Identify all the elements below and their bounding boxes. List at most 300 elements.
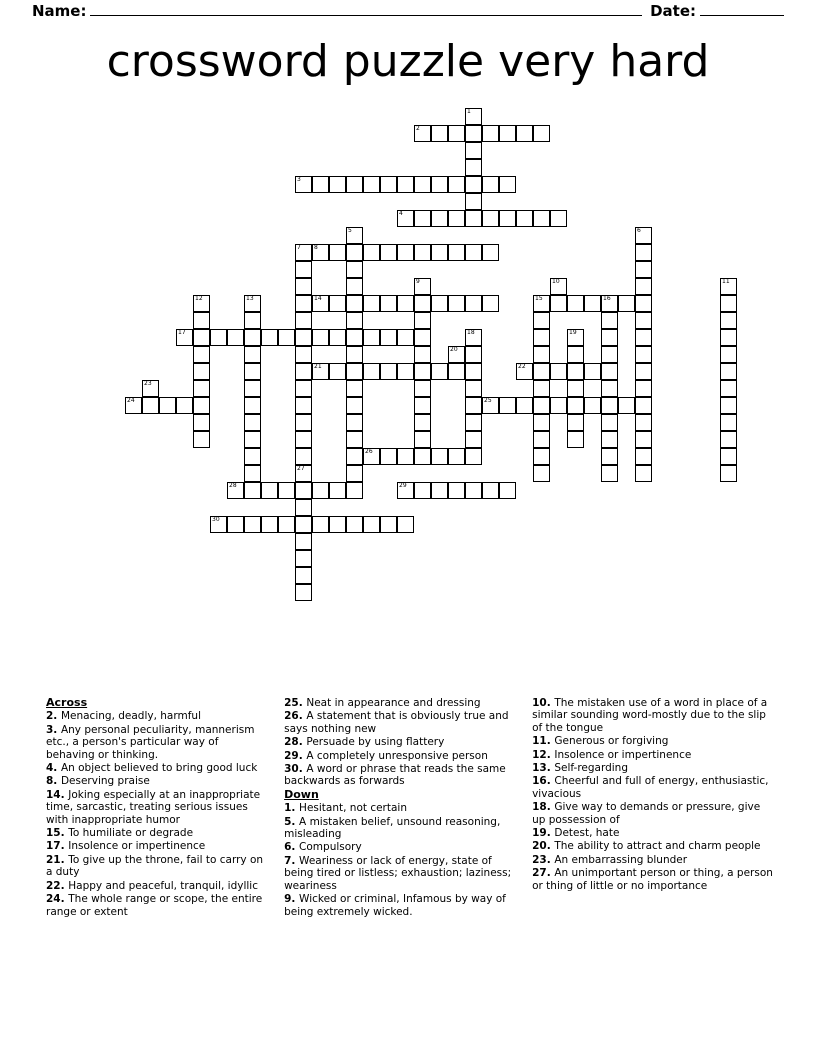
grid-cell[interactable] bbox=[533, 312, 550, 329]
grid-cell[interactable] bbox=[618, 295, 635, 312]
grid-cell[interactable] bbox=[346, 363, 363, 380]
grid-cell[interactable] bbox=[346, 431, 363, 448]
grid-cell-number: 16 bbox=[603, 295, 611, 302]
grid-cell[interactable] bbox=[635, 261, 652, 278]
grid-cell[interactable] bbox=[244, 465, 261, 482]
grid-cell[interactable] bbox=[516, 210, 533, 227]
clue-item bbox=[532, 840, 774, 852]
grid-cell[interactable] bbox=[295, 278, 312, 295]
grid-cell[interactable] bbox=[244, 312, 261, 329]
grid-cell[interactable] bbox=[431, 210, 448, 227]
grid-cell[interactable] bbox=[346, 465, 363, 482]
grid-cell[interactable] bbox=[601, 397, 618, 414]
grid-cell[interactable] bbox=[448, 482, 465, 499]
grid-cell[interactable] bbox=[465, 414, 482, 431]
grid-cell[interactable] bbox=[295, 346, 312, 363]
grid-cell[interactable] bbox=[193, 363, 210, 380]
grid-cell[interactable] bbox=[363, 329, 380, 346]
grid-cell[interactable] bbox=[720, 380, 737, 397]
grid-cell[interactable] bbox=[584, 397, 601, 414]
grid-cell[interactable] bbox=[431, 448, 448, 465]
grid-cell[interactable] bbox=[448, 125, 465, 142]
grid-cell[interactable] bbox=[601, 312, 618, 329]
grid-cell[interactable] bbox=[465, 108, 482, 125]
grid-cell[interactable] bbox=[244, 516, 261, 533]
grid-cell[interactable] bbox=[261, 482, 278, 499]
grid-cell[interactable] bbox=[159, 397, 176, 414]
grid-cell[interactable] bbox=[516, 125, 533, 142]
clue-number: 2. bbox=[46, 710, 61, 723]
grid-cell[interactable] bbox=[295, 380, 312, 397]
grid-cell[interactable] bbox=[465, 397, 482, 414]
grid-cell[interactable] bbox=[720, 278, 737, 295]
grid-cell[interactable] bbox=[295, 261, 312, 278]
grid-cell[interactable] bbox=[346, 448, 363, 465]
grid-cell[interactable] bbox=[295, 516, 312, 533]
grid-cell[interactable] bbox=[584, 363, 601, 380]
grid-cell[interactable] bbox=[533, 363, 550, 380]
grid-cell[interactable] bbox=[448, 176, 465, 193]
grid-cell[interactable] bbox=[533, 329, 550, 346]
grid-cell[interactable] bbox=[227, 329, 244, 346]
clue-item bbox=[284, 841, 514, 853]
grid-cell[interactable] bbox=[720, 431, 737, 448]
grid-cell[interactable] bbox=[448, 363, 465, 380]
grid-cell[interactable] bbox=[720, 448, 737, 465]
grid-cell[interactable] bbox=[601, 431, 618, 448]
grid-cell[interactable] bbox=[346, 312, 363, 329]
grid-cell[interactable] bbox=[363, 448, 380, 465]
grid-cell[interactable] bbox=[261, 329, 278, 346]
grid-cell[interactable] bbox=[720, 295, 737, 312]
grid-cell[interactable] bbox=[244, 397, 261, 414]
grid-cell[interactable] bbox=[499, 210, 516, 227]
grid-cell[interactable] bbox=[448, 244, 465, 261]
grid-cell[interactable] bbox=[295, 550, 312, 567]
grid-cell-number: 24 bbox=[127, 397, 135, 404]
grid-cell[interactable] bbox=[312, 176, 329, 193]
clue-item bbox=[46, 710, 266, 722]
grid-cell[interactable] bbox=[261, 516, 278, 533]
clue-number: 24. bbox=[46, 893, 69, 906]
grid-cell[interactable] bbox=[312, 516, 329, 533]
grid-cell[interactable] bbox=[142, 380, 159, 397]
grid-cell[interactable] bbox=[533, 431, 550, 448]
grid-cell[interactable] bbox=[414, 278, 431, 295]
grid-cell[interactable] bbox=[414, 380, 431, 397]
grid-cell[interactable] bbox=[465, 380, 482, 397]
grid-cell[interactable] bbox=[584, 295, 601, 312]
grid-cell[interactable] bbox=[635, 278, 652, 295]
grid-cell[interactable] bbox=[363, 363, 380, 380]
grid-cell[interactable] bbox=[567, 397, 584, 414]
grid-cell[interactable] bbox=[720, 312, 737, 329]
grid-cell[interactable] bbox=[278, 516, 295, 533]
clue-item bbox=[46, 762, 266, 774]
grid-cell[interactable] bbox=[533, 397, 550, 414]
clue-text: A statement that is obviously true and says nothing new bbox=[284, 710, 509, 735]
grid-cell-number: 9 bbox=[416, 278, 420, 285]
grid-cell[interactable] bbox=[465, 329, 482, 346]
grid-cell[interactable] bbox=[380, 244, 397, 261]
clue-text: Weariness or lack of energy, state of being tired or listless; exhaustion; laziness; weariness bbox=[284, 854, 512, 892]
grid-cell[interactable] bbox=[414, 448, 431, 465]
grid-cell[interactable] bbox=[550, 278, 567, 295]
clue-item bbox=[284, 802, 514, 814]
grid-cell[interactable] bbox=[635, 295, 652, 312]
grid-cell[interactable] bbox=[601, 329, 618, 346]
grid-cell[interactable] bbox=[295, 176, 312, 193]
grid-cell[interactable] bbox=[244, 380, 261, 397]
grid-cell[interactable] bbox=[227, 482, 244, 499]
grid-cell[interactable] bbox=[601, 346, 618, 363]
grid-cell[interactable] bbox=[193, 312, 210, 329]
grid-cell[interactable] bbox=[601, 448, 618, 465]
clue-item bbox=[284, 750, 514, 762]
grid-cell[interactable] bbox=[295, 584, 312, 601]
grid-cell[interactable] bbox=[414, 414, 431, 431]
grid-cell[interactable] bbox=[635, 414, 652, 431]
grid-cell[interactable] bbox=[482, 397, 499, 414]
grid-cell[interactable] bbox=[465, 193, 482, 210]
grid-cell-number: 5 bbox=[348, 227, 352, 234]
grid-cell[interactable] bbox=[601, 465, 618, 482]
grid-cell[interactable] bbox=[533, 448, 550, 465]
grid-cell[interactable] bbox=[465, 176, 482, 193]
grid-cell-number: 14 bbox=[314, 295, 322, 302]
clue-item bbox=[532, 867, 774, 892]
grid-cell[interactable] bbox=[397, 363, 414, 380]
grid-cell[interactable] bbox=[397, 295, 414, 312]
grid-cell[interactable] bbox=[295, 465, 312, 482]
grid-cell[interactable] bbox=[499, 176, 516, 193]
grid-cell[interactable] bbox=[567, 329, 584, 346]
grid-cell[interactable] bbox=[533, 210, 550, 227]
grid-cell[interactable] bbox=[635, 431, 652, 448]
grid-cell[interactable] bbox=[346, 329, 363, 346]
grid-cell[interactable] bbox=[210, 516, 227, 533]
grid-cell[interactable] bbox=[533, 125, 550, 142]
grid-cell-number: 4 bbox=[399, 210, 403, 217]
grid-cell[interactable] bbox=[193, 431, 210, 448]
clue-text: Give way to demands or pressure, give up possession of bbox=[532, 801, 761, 826]
name-write-line bbox=[90, 15, 642, 16]
grid-cell-number: 27 bbox=[297, 465, 305, 472]
clue-number: 25. bbox=[284, 697, 307, 709]
grid-cell[interactable] bbox=[720, 465, 737, 482]
grid-cell[interactable] bbox=[312, 482, 329, 499]
grid-cell[interactable] bbox=[499, 397, 516, 414]
grid-cell[interactable] bbox=[329, 363, 346, 380]
grid-cell-number: 30 bbox=[212, 516, 220, 523]
grid-cell[interactable] bbox=[295, 312, 312, 329]
grid-cell[interactable] bbox=[346, 295, 363, 312]
grid-cell[interactable] bbox=[142, 397, 159, 414]
clue-text: Cheerful and full of energy, enthusiastic, vivacious bbox=[532, 775, 769, 800]
grid-cell[interactable] bbox=[295, 244, 312, 261]
grid-cell[interactable] bbox=[380, 363, 397, 380]
grid-cell[interactable] bbox=[380, 176, 397, 193]
grid-cell[interactable] bbox=[567, 363, 584, 380]
grid-cell[interactable] bbox=[363, 176, 380, 193]
clue-text: Hesitant, not certain bbox=[299, 802, 407, 815]
grid-cell[interactable] bbox=[431, 482, 448, 499]
grid-cell[interactable] bbox=[329, 176, 346, 193]
grid-cell[interactable] bbox=[295, 567, 312, 584]
grid-cell[interactable] bbox=[720, 363, 737, 380]
grid-cell[interactable] bbox=[244, 431, 261, 448]
grid-cell[interactable] bbox=[227, 516, 244, 533]
grid-cell[interactable] bbox=[533, 380, 550, 397]
grid-cell[interactable] bbox=[193, 295, 210, 312]
grid-cell[interactable] bbox=[176, 329, 193, 346]
clue-item bbox=[532, 762, 774, 774]
grid-cell[interactable] bbox=[635, 244, 652, 261]
clue-number: 11. bbox=[532, 735, 555, 748]
grid-cell[interactable] bbox=[193, 397, 210, 414]
date-write-line bbox=[700, 15, 784, 16]
grid-cell[interactable] bbox=[363, 295, 380, 312]
clue-text: Wicked or criminal, Infamous by way of being extremely wicked. bbox=[284, 893, 506, 918]
grid-cell[interactable] bbox=[397, 210, 414, 227]
grid-cell[interactable] bbox=[567, 346, 584, 363]
grid-cell-number: 6 bbox=[637, 227, 641, 234]
grid-cell[interactable] bbox=[465, 431, 482, 448]
grid-cell[interactable] bbox=[397, 244, 414, 261]
grid-cell[interactable] bbox=[346, 516, 363, 533]
grid-cell[interactable] bbox=[244, 295, 261, 312]
grid-cell[interactable] bbox=[601, 380, 618, 397]
grid-cell[interactable] bbox=[720, 414, 737, 431]
clue-number: 23. bbox=[532, 853, 555, 866]
grid-cell[interactable] bbox=[635, 380, 652, 397]
grid-cell[interactable] bbox=[397, 516, 414, 533]
grid-cell[interactable] bbox=[431, 176, 448, 193]
grid-cell[interactable] bbox=[465, 482, 482, 499]
grid-cell[interactable] bbox=[312, 244, 329, 261]
grid-cell[interactable] bbox=[346, 261, 363, 278]
grid-cell[interactable] bbox=[193, 414, 210, 431]
grid-cell[interactable] bbox=[550, 363, 567, 380]
grid-cell[interactable] bbox=[720, 346, 737, 363]
grid-cell[interactable] bbox=[312, 295, 329, 312]
grid-cell[interactable] bbox=[278, 329, 295, 346]
grid-cell[interactable] bbox=[720, 397, 737, 414]
grid-cell[interactable] bbox=[295, 533, 312, 550]
grid-cell[interactable] bbox=[244, 448, 261, 465]
grid-cell[interactable] bbox=[635, 329, 652, 346]
grid-cell[interactable] bbox=[414, 482, 431, 499]
grid-cell[interactable] bbox=[193, 329, 210, 346]
grid-cell[interactable] bbox=[295, 414, 312, 431]
grid-cell[interactable] bbox=[482, 176, 499, 193]
grid-cell[interactable] bbox=[278, 482, 295, 499]
grid-cell[interactable] bbox=[533, 414, 550, 431]
grid-cell[interactable] bbox=[346, 278, 363, 295]
grid-cell[interactable] bbox=[482, 482, 499, 499]
grid-cell[interactable] bbox=[346, 482, 363, 499]
clue-number: 18. bbox=[532, 801, 555, 814]
grid-cell[interactable] bbox=[482, 295, 499, 312]
grid-cell[interactable] bbox=[125, 397, 142, 414]
grid-cell[interactable] bbox=[363, 516, 380, 533]
clue-item bbox=[284, 855, 514, 892]
grid-cell[interactable] bbox=[635, 397, 652, 414]
grid-cell[interactable] bbox=[533, 346, 550, 363]
grid-cell[interactable] bbox=[380, 516, 397, 533]
grid-cell[interactable] bbox=[244, 329, 261, 346]
grid-cell[interactable] bbox=[516, 363, 533, 380]
grid-cell-number: 10 bbox=[552, 278, 560, 285]
grid-cell[interactable] bbox=[244, 363, 261, 380]
grid-cell[interactable] bbox=[431, 125, 448, 142]
grid-cell[interactable] bbox=[397, 448, 414, 465]
grid-cell[interactable] bbox=[414, 363, 431, 380]
grid-cell[interactable] bbox=[550, 210, 567, 227]
crossword-grid[interactable] bbox=[0, 108, 816, 688]
grid-cell-number: 20 bbox=[450, 346, 458, 353]
grid-cell[interactable] bbox=[346, 397, 363, 414]
grid-cell[interactable] bbox=[567, 380, 584, 397]
grid-cell[interactable] bbox=[244, 346, 261, 363]
grid-cell[interactable] bbox=[193, 380, 210, 397]
clue-text: Any personal peculiarity, mannerism etc., a person's particular way of behaving or thinking. bbox=[46, 723, 255, 761]
grid-cell[interactable] bbox=[431, 363, 448, 380]
clue-text: Insolence or impertinence bbox=[68, 840, 206, 853]
clue-item bbox=[284, 893, 514, 918]
grid-cell[interactable] bbox=[346, 176, 363, 193]
grid-cell[interactable] bbox=[380, 448, 397, 465]
grid-cell[interactable] bbox=[414, 295, 431, 312]
grid-cell[interactable] bbox=[465, 346, 482, 363]
grid-cell[interactable] bbox=[465, 244, 482, 261]
grid-cell[interactable] bbox=[312, 363, 329, 380]
grid-cell[interactable] bbox=[550, 397, 567, 414]
grid-cell[interactable] bbox=[312, 329, 329, 346]
grid-cell[interactable] bbox=[329, 295, 346, 312]
grid-cell[interactable] bbox=[618, 397, 635, 414]
grid-cell[interactable] bbox=[465, 363, 482, 380]
grid-cell[interactable] bbox=[720, 329, 737, 346]
grid-cell[interactable] bbox=[244, 482, 261, 499]
clues-column-2 bbox=[284, 697, 514, 919]
grid-cell[interactable] bbox=[601, 295, 618, 312]
grid-cell[interactable] bbox=[635, 346, 652, 363]
grid-cell[interactable] bbox=[295, 431, 312, 448]
grid-cell[interactable] bbox=[533, 465, 550, 482]
grid-cell[interactable] bbox=[414, 431, 431, 448]
grid-cell[interactable] bbox=[635, 363, 652, 380]
grid-cell[interactable] bbox=[397, 176, 414, 193]
clue-item bbox=[284, 816, 514, 841]
grid-cell[interactable] bbox=[635, 312, 652, 329]
grid-cell[interactable] bbox=[244, 414, 261, 431]
grid-cell[interactable] bbox=[295, 499, 312, 516]
grid-cell[interactable] bbox=[431, 295, 448, 312]
grid-cell[interactable] bbox=[329, 482, 346, 499]
grid-cell[interactable] bbox=[465, 448, 482, 465]
grid-cell-number: 7 bbox=[297, 244, 301, 251]
grid-cell[interactable] bbox=[635, 227, 652, 244]
grid-cell[interactable] bbox=[346, 227, 363, 244]
grid-cell[interactable] bbox=[414, 244, 431, 261]
grid-cell[interactable] bbox=[448, 295, 465, 312]
grid-cell[interactable] bbox=[380, 329, 397, 346]
grid-cell[interactable] bbox=[550, 295, 567, 312]
grid-cell[interactable] bbox=[567, 295, 584, 312]
grid-cell[interactable] bbox=[176, 397, 193, 414]
grid-cell[interactable] bbox=[465, 295, 482, 312]
grid-cell[interactable] bbox=[295, 295, 312, 312]
clues-section-heading: Across bbox=[46, 696, 88, 709]
grid-cell[interactable] bbox=[295, 363, 312, 380]
grid-cell[interactable] bbox=[465, 142, 482, 159]
grid-cell[interactable] bbox=[414, 329, 431, 346]
grid-cell[interactable] bbox=[431, 244, 448, 261]
grid-cell[interactable] bbox=[465, 159, 482, 176]
grid-cell[interactable] bbox=[193, 346, 210, 363]
grid-cell[interactable] bbox=[295, 397, 312, 414]
grid-cell[interactable] bbox=[414, 312, 431, 329]
clue-item bbox=[532, 854, 774, 866]
grid-cell[interactable] bbox=[465, 125, 482, 142]
grid-cell[interactable] bbox=[346, 346, 363, 363]
grid-cell[interactable] bbox=[346, 414, 363, 431]
grid-cell-number: 11 bbox=[722, 278, 730, 285]
grid-cell[interactable] bbox=[329, 244, 346, 261]
grid-cell[interactable] bbox=[397, 329, 414, 346]
grid-cell[interactable] bbox=[210, 329, 227, 346]
grid-cell[interactable] bbox=[346, 380, 363, 397]
clue-number: 26. bbox=[284, 710, 307, 723]
grid-cell[interactable] bbox=[295, 482, 312, 499]
grid-cell[interactable] bbox=[516, 397, 533, 414]
grid-cell[interactable] bbox=[397, 482, 414, 499]
grid-cell[interactable] bbox=[499, 125, 516, 142]
grid-cell[interactable] bbox=[482, 125, 499, 142]
grid-cell[interactable] bbox=[567, 431, 584, 448]
grid-cell[interactable] bbox=[363, 244, 380, 261]
grid-cell[interactable] bbox=[635, 465, 652, 482]
clue-text: Deserving praise bbox=[60, 775, 150, 788]
grid-cell[interactable] bbox=[601, 363, 618, 380]
clue-number: 17. bbox=[46, 840, 69, 853]
grid-cell[interactable] bbox=[448, 346, 465, 363]
grid-cell[interactable] bbox=[635, 448, 652, 465]
grid-cell[interactable] bbox=[295, 448, 312, 465]
grid-cell[interactable] bbox=[601, 414, 618, 431]
grid-cell[interactable] bbox=[346, 244, 363, 261]
grid-cell[interactable] bbox=[295, 329, 312, 346]
grid-cell[interactable] bbox=[414, 125, 431, 142]
grid-cell[interactable] bbox=[329, 329, 346, 346]
grid-cell[interactable] bbox=[414, 346, 431, 363]
grid-cell[interactable] bbox=[414, 210, 431, 227]
grid-cell[interactable] bbox=[414, 176, 431, 193]
clue-item bbox=[532, 827, 774, 839]
grid-cell[interactable] bbox=[567, 414, 584, 431]
grid-cell[interactable] bbox=[482, 244, 499, 261]
grid-cell[interactable] bbox=[499, 482, 516, 499]
grid-cell[interactable] bbox=[448, 448, 465, 465]
grid-cell[interactable] bbox=[533, 295, 550, 312]
grid-cell[interactable] bbox=[414, 397, 431, 414]
grid-cell[interactable] bbox=[380, 295, 397, 312]
grid-cell[interactable] bbox=[465, 210, 482, 227]
grid-cell[interactable] bbox=[448, 210, 465, 227]
grid-cell[interactable] bbox=[482, 210, 499, 227]
grid-cell[interactable] bbox=[329, 516, 346, 533]
